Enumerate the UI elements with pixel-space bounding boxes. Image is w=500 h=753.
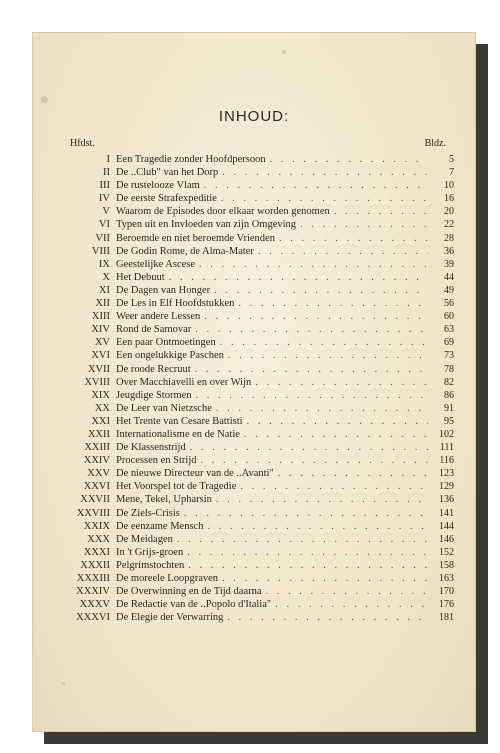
toc-entry [62,611,454,624]
chapter-title: Over Macchiavelli en over Wijn [116,376,252,388]
book-page [32,32,476,732]
chapter-number: XXVI [83,481,110,493]
chapter-title: De Meidagen [116,533,173,545]
chapter-number: XX [94,402,110,414]
toc-entry [62,507,454,520]
chapter-title: De eenzame Mensch [116,520,204,532]
dot-leader [244,428,428,441]
dot-leader [270,153,428,166]
chapter-title: Processen en Strijd [116,455,197,467]
dot-leader [222,572,428,585]
chapter-title: Jeugdige Stormen [116,389,192,401]
chapter-title: Typen uit en Invloeden van zijn Omgeving [116,219,297,231]
page-number: 136 [439,494,454,506]
chapter-number: V [102,206,110,218]
page-number: 78 [444,363,454,375]
chapter-number: XVII [87,363,110,375]
toc-entry [62,415,454,428]
chapter-title: Weer andere Lessen [116,311,201,323]
toc-entry [62,363,454,376]
chapter-number: IV [98,193,110,205]
chapter-number: VIII [91,245,110,257]
dot-leader [214,284,428,297]
paper-stain [41,96,48,103]
chapter-number: XXXIII [76,573,110,584]
paper-stain [282,50,286,54]
toc-entry [62,441,454,454]
toc-entry [62,245,454,258]
chapter-title: De roode Recruut [116,363,191,375]
toc-entry [62,323,454,336]
chapter-title: Internationalisme en de Natie [116,428,240,440]
dot-leader [207,520,428,533]
dot-leader [278,467,428,480]
chapter-title: De ..Club" van het Dorp [116,167,219,179]
page-number: 44 [444,271,454,283]
toc-entry [62,336,454,349]
chapter-title: De nieuwe Directeur van de ..Avanti" [116,468,274,480]
toc-entry [62,310,454,323]
chapter-number: XXXI [83,546,110,558]
chapter-title: De eerste Strafexpeditie [116,193,217,205]
chapter-number: XXIV [83,455,110,467]
chapter-title: De Dagen van Honger [116,284,211,296]
dot-leader [279,232,428,245]
chapter-column-header: Hfdst. [70,138,95,149]
page-number: 5 [449,154,454,165]
toc-entry [62,218,454,231]
table-of-contents [62,153,454,624]
toc-entry [62,454,454,467]
toc-entry [62,533,454,546]
dot-leader [195,323,428,336]
page-number: 49 [444,284,454,296]
chapter-title: De Elegie der Verwarring [116,612,224,624]
toc-entry [62,232,454,245]
page-number: 39 [444,258,454,270]
chapter-number: XIX [91,389,110,401]
toc-entry [62,284,454,297]
chapter-number: XXII [87,428,110,440]
dot-leader [195,363,428,376]
chapter-number: XIII [91,311,110,323]
page-number: 73 [444,350,454,362]
dot-leader [177,533,428,546]
chapter-number: XXIX [83,520,110,532]
toc-entry [62,559,454,572]
chapter-title: Een paar Ontmoetingen [116,337,216,349]
dot-leader [238,297,428,310]
chapter-title: Het Debuut [116,271,165,283]
chapter-number: XV [94,337,110,349]
page-number: 158 [439,559,454,571]
toc-entry [62,402,454,415]
toc-entry [62,376,454,389]
toc-entry [62,153,454,166]
chapter-number: XXV [87,468,110,480]
chapter-number: XXXII [80,559,110,571]
chapter-title: Mene, Tekel, Upharsin [116,494,212,506]
chapter-number: XXXIV [76,586,110,598]
page-number: 7 [449,167,454,179]
chapter-number: XXVIII [76,507,110,519]
chapter-number: XXI [91,415,110,427]
toc-entry [62,205,454,218]
toc-entry [62,467,454,480]
dot-leader [227,611,428,624]
page-number: 170 [439,586,454,598]
page-number: 28 [444,232,454,244]
toc-entry [62,428,454,441]
chapter-title: Een Tragedie zonder Hoofdpersoon [116,154,266,165]
chapter-title: De Overwinning en de Tijd daarna [116,586,262,598]
chapter-number: XXXVI [76,612,110,624]
page-number: 16 [444,193,454,205]
dot-leader [196,389,428,402]
page-number: 163 [439,573,454,584]
chapter-number: III [99,180,110,192]
page-number: 22 [444,219,454,231]
page-number: 82 [444,376,454,388]
page-number: 129 [439,481,454,493]
page-number: 60 [444,311,454,323]
chapter-title: Rond de Samovar [116,324,192,336]
chapter-number: XI [98,284,110,296]
dot-leader [300,218,428,231]
page-number: 141 [439,507,454,519]
toc-entry [62,258,454,271]
page-number: 69 [444,337,454,349]
page-number: 146 [439,533,454,545]
dot-leader [184,507,428,520]
chapter-number: XXX [87,533,110,545]
page-number: 123 [439,468,454,480]
chapter-number: XII [95,298,110,310]
toc-entry [62,598,454,611]
page-number: 95 [444,415,454,427]
chapter-number: X [102,271,110,283]
paper-stain [62,682,65,685]
dot-leader [247,415,428,428]
chapter-number: XVI [91,350,110,362]
chapter-title: De Les in Elf Hoofdstukken [116,298,235,310]
toc-entry [62,546,454,559]
toc-entry [62,166,454,179]
chapter-title: De Klassenstrijd [116,442,186,454]
page-number: 152 [439,546,454,558]
chapter-title: De Ziels-Crisis [116,507,180,519]
dot-leader [188,559,428,572]
chapter-number: XVIII [84,376,110,388]
page-number: 36 [444,245,454,257]
chapter-number: VI [98,219,110,231]
page-number: 116 [439,455,454,467]
dot-leader [190,441,428,454]
dot-leader [204,310,428,323]
toc-entry [62,192,454,205]
toc-entry [62,297,454,310]
page-number: 102 [439,428,454,440]
dot-leader [222,166,428,179]
page-number: 111 [439,442,454,454]
toc-entry [62,271,454,284]
chapter-title: Pelgrimstochten [116,559,185,571]
chapter-number: XXXV [79,599,110,611]
chapter-title: Geestelijke Ascese [116,258,196,270]
page-number: 10 [444,180,454,192]
chapter-number: XXVII [80,494,110,506]
page-number: 56 [444,298,454,310]
chapter-title: Waarom de Episodes door elkaar worden genomen [116,206,330,218]
dot-leader [275,598,428,611]
dot-leader [220,336,428,349]
chapter-title: Een ongelukkige Paschen [116,350,224,362]
dot-leader [240,480,428,493]
dot-leader [201,454,429,467]
page-number: 86 [444,389,454,401]
dot-leader [216,402,428,415]
dot-leader [169,271,428,284]
dot-leader [187,546,428,559]
dot-leader [334,205,428,218]
page-number: 20 [444,206,454,218]
chapter-title: Beroemde en niet beroemde Vrienden [116,232,275,244]
toc-entry [62,493,454,506]
toc-entry [62,585,454,598]
chapter-title: De Redactie van de ..Popolo d'Italia" [116,599,272,611]
page-column-header: Bldz. [424,138,446,149]
chapter-title: De Godin Rome, de Alma-Mater [116,245,254,257]
toc-entry [62,480,454,493]
chapter-title: De rustelooze Vlam [116,180,200,192]
chapter-title: De Leer van Nietzsche [116,402,212,414]
page-number: 63 [444,324,454,336]
page-number: 91 [444,402,454,414]
page-number: 176 [439,599,454,611]
chapter-number: XIV [91,324,110,336]
chapter-title: In 't Grijs-groen [116,546,184,558]
page-number: 181 [439,612,454,624]
dot-leader [199,258,428,271]
page-number: 144 [439,520,454,532]
chapter-number: I [106,154,110,165]
toc-entry [62,179,454,192]
chapter-title: De moreele Loopgraven [116,573,219,584]
chapter-number: XXIII [84,442,110,454]
chapter-title: Het Voorspel tot de Tragedie [116,481,237,493]
page-title: INHOUD: [218,108,290,125]
dot-leader [266,585,428,598]
dot-leader [204,179,428,192]
chapter-number: IX [98,258,110,270]
chapter-number: VII [95,232,110,244]
toc-entry [62,572,454,585]
toc-entry [62,520,454,533]
toc-entry [62,349,454,362]
chapter-title: Het Trente van Cesare Battisti [116,415,243,427]
dot-leader [258,245,428,258]
dot-leader [255,376,428,389]
dot-leader [216,493,428,506]
toc-entry [62,389,454,402]
chapter-number: II [103,167,110,179]
dot-leader [221,192,428,205]
dot-leader [228,349,428,362]
